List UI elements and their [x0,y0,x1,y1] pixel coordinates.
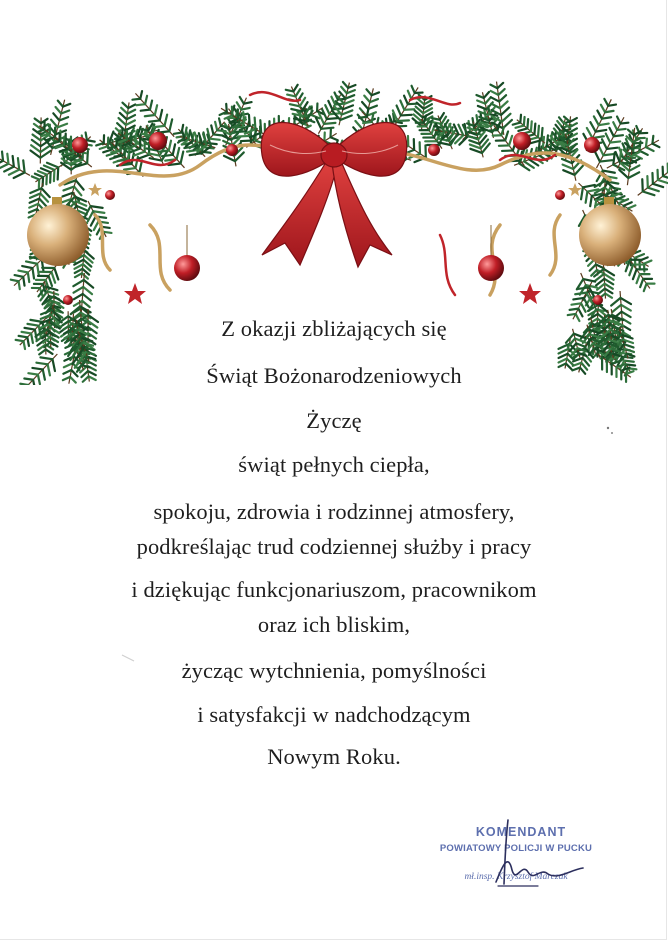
greeting-line: życząc wytchnienia, pomyślności [181,658,487,683]
handwritten-signature [478,812,598,892]
scan-speck [120,652,140,666]
greeting-line: Świąt Bożonarodzeniowych [206,363,462,388]
greeting-line: i satysfakcji w nadchodzącym [197,702,471,727]
greeting-line: podkreślając trud codziennej służby i pracy [136,534,532,559]
greeting-line: oraz ich bliskim, [257,612,411,637]
greeting-line: świąt pełnych ciepła, [238,452,430,477]
greeting-line: Nowym Roku. [267,744,401,769]
scan-speck [604,424,618,438]
greeting-line: spokoju, zdrowia i rodzinnej atmosfery, [153,499,515,524]
greeting-line: Życzę [306,408,362,433]
stamp-title: KOMENDANT [475,825,567,839]
stamp-subtitle: POWIATOWY POLICJI W PUCKU [439,843,593,854]
stamp-name: mł.insp. Krzysztof Marczak [464,872,568,882]
greeting-line: Z okazji zbliżających się [221,316,447,341]
greeting-line: i dziękując funkcjonariuszom, pracownikom [131,577,537,602]
